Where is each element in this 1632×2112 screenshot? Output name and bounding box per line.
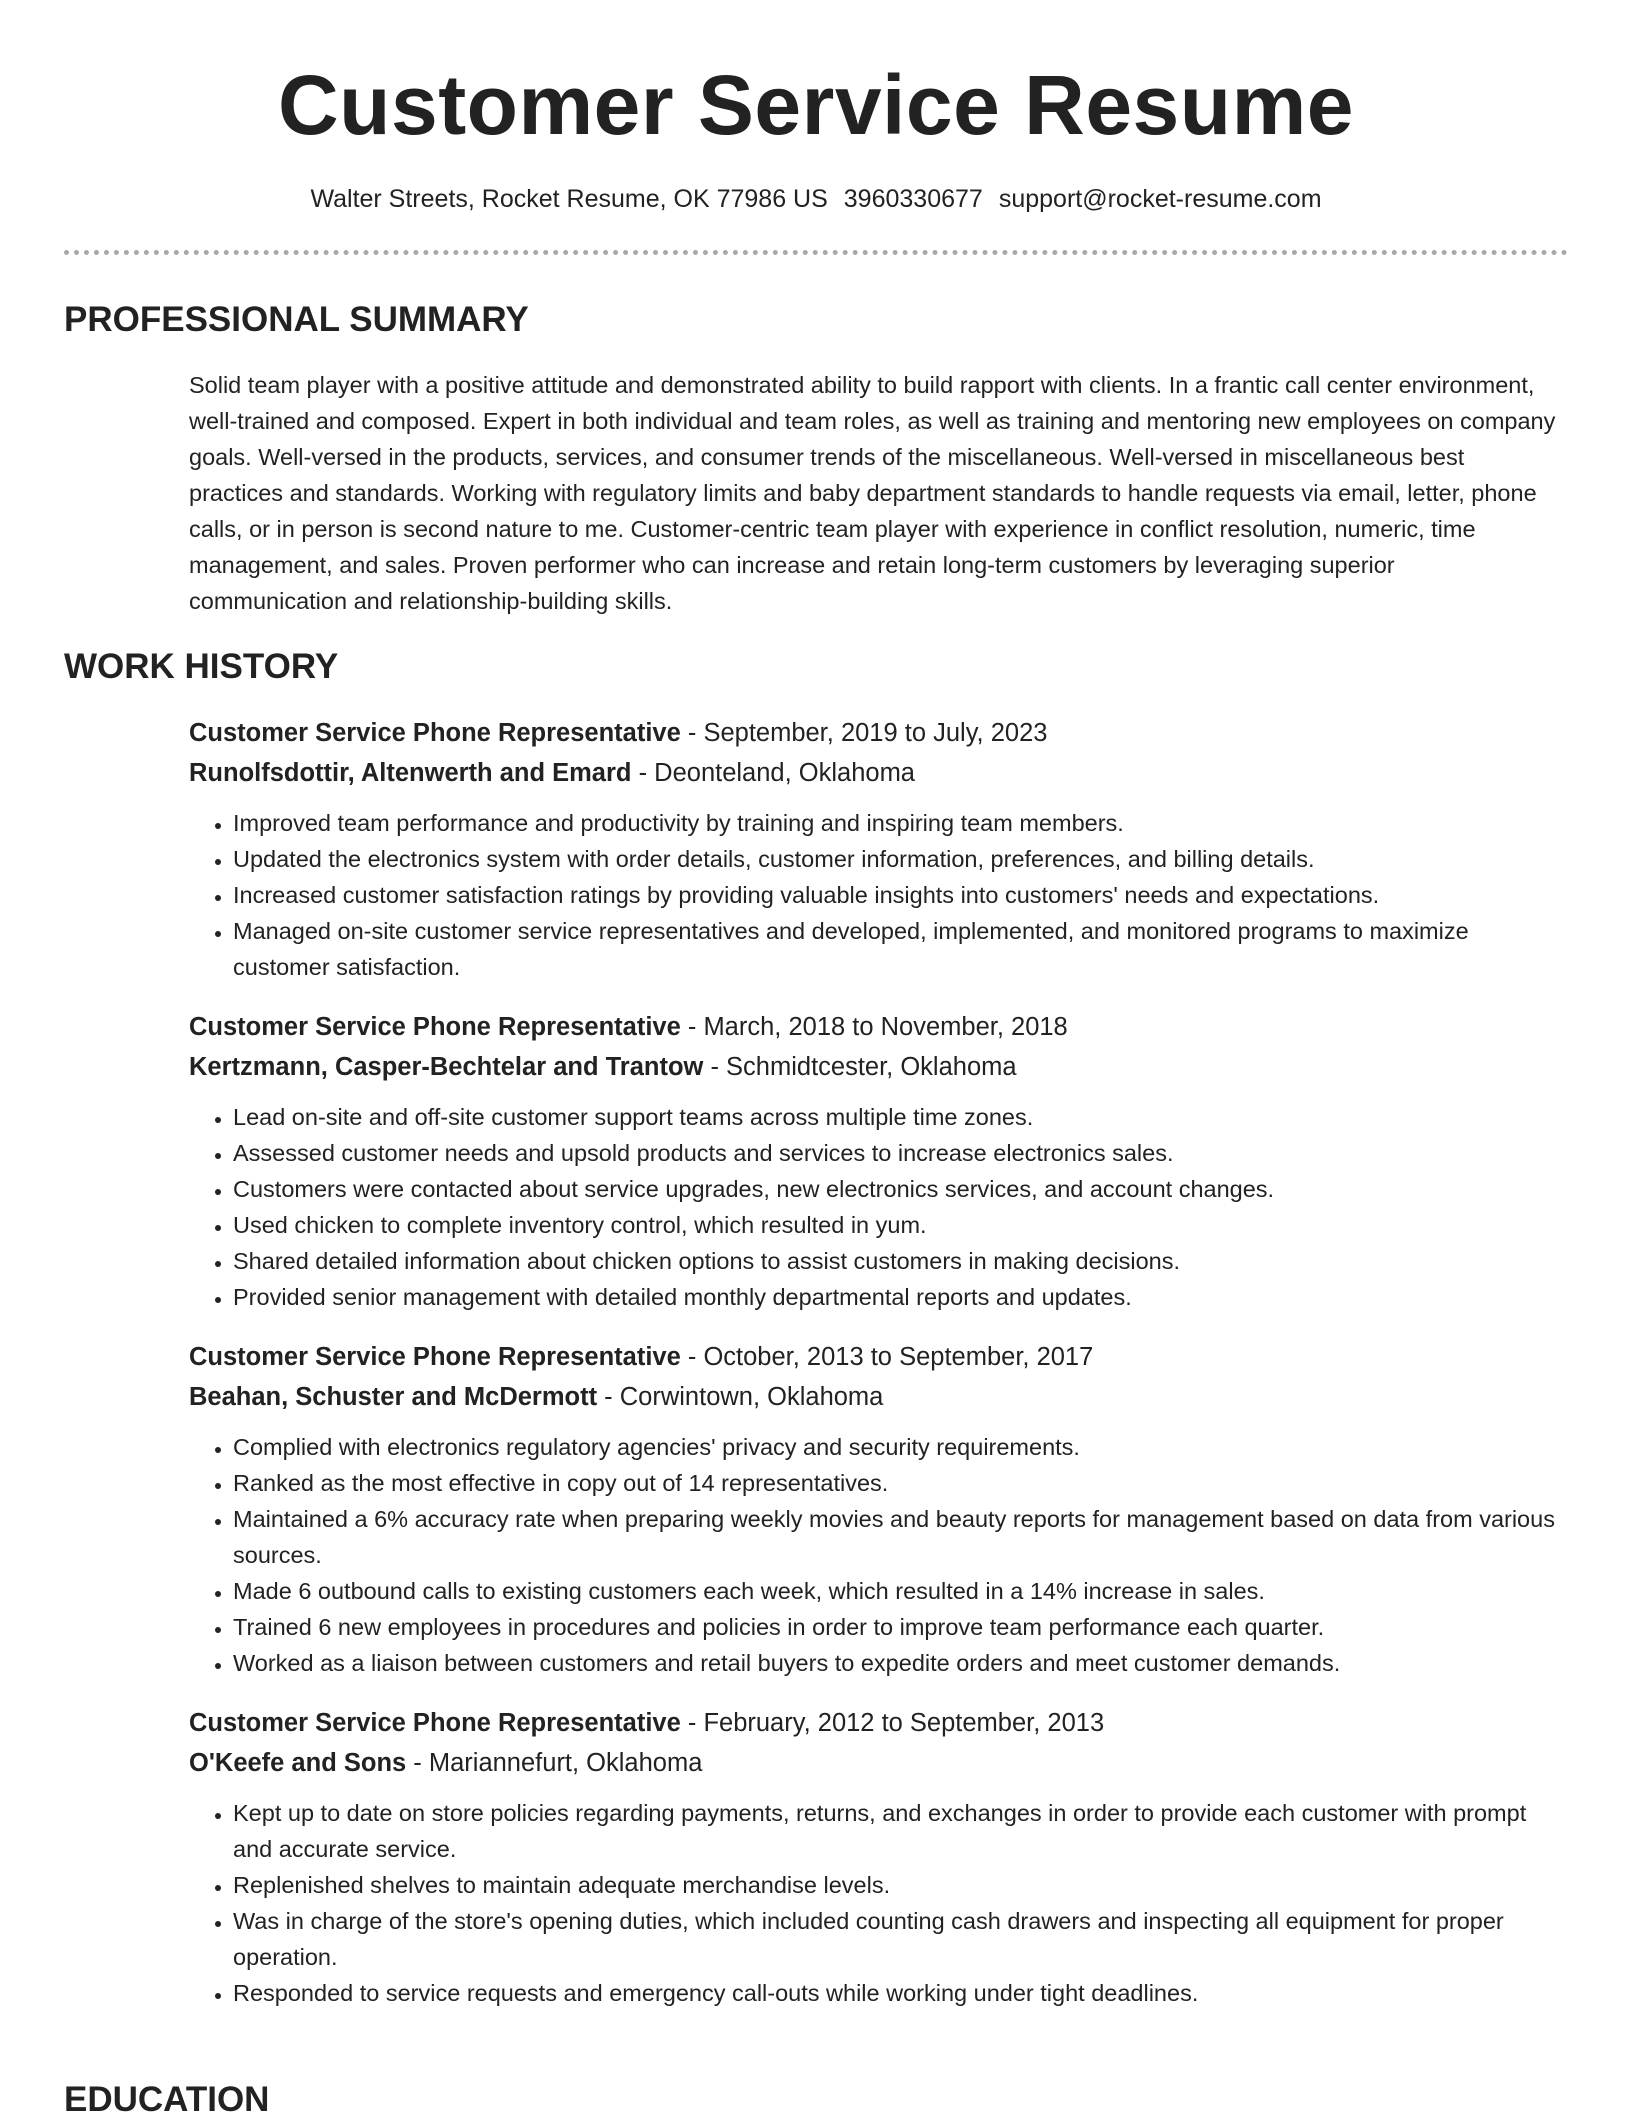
job-location: - Schmidtcester, Oklahoma bbox=[703, 1053, 1017, 1081]
job-duty: • Customers were contacted about service upgrades, new electronics services, and account changes. bbox=[233, 1171, 1569, 1207]
job-entry bbox=[189, 1337, 1569, 1681]
job-title: Customer Service Phone Representative bbox=[189, 1709, 681, 1737]
job-dates: - March, 2018 to November, 2018 bbox=[680, 1013, 1068, 1041]
job-dates: - September, 2019 to July, 2023 bbox=[680, 719, 1048, 747]
job-company: Beahan, Schuster and McDermott bbox=[189, 1383, 598, 1411]
job-company: O'Keefe and Sons bbox=[189, 1749, 407, 1777]
job-entry bbox=[189, 1703, 1569, 2011]
job-title-line bbox=[189, 713, 1569, 753]
job-title-line bbox=[189, 1337, 1569, 1377]
job-title: Customer Service Phone Representative bbox=[189, 719, 681, 747]
job-dates: - February, 2012 to September, 2013 bbox=[680, 1709, 1105, 1737]
job-title: Customer Service Phone Representative bbox=[189, 1343, 681, 1371]
professional-summary-text: Solid team player with a positive attitude and demonstrated ability to build rapport with clients. In a frantic call center environment, well-trained and composed. Expert in both individual and team roles, as well as training and mentoring new employees on company goals. Well-versed in the products, services, and consumer trends of the miscellaneous. Well-versed in miscellaneous best practices and standards. Working with regulatory limits and baby department standards to handle requests via email, letter, phone calls, or in person is second nature to me. Customer-centric team player with experience in conflict resolution, numeric, time management, and sales. Proven performer who can increase and retain long-term customers by leveraging superior communication and relationship-building skills. bbox=[189, 372, 1556, 614]
contact-email: support@rocket-resume.com bbox=[998, 185, 1322, 213]
job-title-line bbox=[189, 1007, 1569, 1047]
job-entry bbox=[189, 1007, 1569, 1315]
job-duty: • Managed on-site customer service representatives and developed, implemented, and monitored programs to maximize customer satisfaction. bbox=[233, 913, 1569, 985]
contact-line bbox=[0, 183, 1632, 215]
job-duty: • Shared detailed information about chicken options to assist customers in making decisions. bbox=[233, 1243, 1569, 1279]
contact-address: Walter Streets, Rocket Resume, OK 77986 US bbox=[310, 185, 828, 213]
job-duties bbox=[189, 805, 1569, 985]
job-duty: • Complied with electronics regulatory agencies' privacy and security requirements. bbox=[233, 1429, 1569, 1465]
job-duties bbox=[189, 1099, 1569, 1315]
job-duty: • Kept up to date on store policies regarding payments, returns, and exchanges in order to provide each customer with prompt and accurate service. bbox=[233, 1795, 1569, 1867]
job-location: - Corwintown, Oklahoma bbox=[597, 1383, 884, 1411]
job-company-line bbox=[189, 1377, 1569, 1417]
job-duty: • Was in charge of the store's opening duties, which included counting cash drawers and inspecting all equipment for proper operation. bbox=[233, 1903, 1569, 1975]
contact-phone: 3960330677 bbox=[843, 185, 983, 213]
job-duty: • Updated the electronics system with order details, customer information, preferences, and billing details. bbox=[233, 841, 1569, 877]
job-duty: • Improved team performance and productivity by training and inspiring team members. bbox=[233, 805, 1569, 841]
job-duty: • Lead on-site and off-site customer support teams across multiple time zones. bbox=[233, 1099, 1569, 1135]
job-company: Kertzmann, Casper-Bechtelar and Trantow bbox=[189, 1053, 704, 1081]
resume-name: Customer Service Resume bbox=[278, 58, 1354, 152]
job-company-line bbox=[189, 1743, 1569, 1783]
job-duty: • Responded to service requests and emergency call-outs while working under tight deadlines. bbox=[233, 1975, 1569, 2011]
job-title: Customer Service Phone Representative bbox=[189, 1013, 681, 1041]
job-duties bbox=[189, 1429, 1569, 1681]
header-divider bbox=[64, 250, 1568, 255]
job-duty: • Used chicken to complete inventory control, which resulted in yum. bbox=[233, 1207, 1569, 1243]
job-entry bbox=[189, 713, 1569, 985]
job-company-line bbox=[189, 753, 1569, 793]
job-company-line bbox=[189, 1047, 1569, 1087]
job-location: - Deonteland, Oklahoma bbox=[631, 759, 915, 787]
job-duty: • Replenished shelves to maintain adequate merchandise levels. bbox=[233, 1867, 1569, 1903]
job-duty: • Trained 6 new employees in procedures and policies in order to improve team performance each quarter. bbox=[233, 1609, 1569, 1645]
job-title-line bbox=[189, 1703, 1569, 1743]
work-history-list bbox=[189, 713, 1569, 2033]
job-duty: • Ranked as the most effective in copy out of 14 representatives. bbox=[233, 1465, 1569, 1501]
education-heading: EDUCATION bbox=[64, 2080, 270, 2112]
job-dates: - October, 2013 to September, 2017 bbox=[680, 1343, 1094, 1371]
job-duties bbox=[189, 1795, 1569, 2011]
job-duty: • Assessed customer needs and upsold products and services to increase electronics sales. bbox=[233, 1135, 1569, 1171]
job-duty: • Made 6 outbound calls to existing customers each week, which resulted in a 14% increase in sales. bbox=[233, 1573, 1569, 1609]
job-location: - Mariannefurt, Oklahoma bbox=[406, 1749, 703, 1777]
job-duty: • Increased customer satisfaction ratings by providing valuable insights into customers' needs and expectations. bbox=[233, 877, 1569, 913]
job-duty: • Provided senior management with detailed monthly departmental reports and updates. bbox=[233, 1279, 1569, 1315]
professional-summary-heading: PROFESSIONAL SUMMARY bbox=[64, 300, 529, 339]
job-duty: • Maintained a 6% accuracy rate when preparing weekly movies and beauty reports for management based on data from various sources. bbox=[233, 1501, 1569, 1573]
job-duty: • Worked as a liaison between customers and retail buyers to expedite orders and meet customer demands. bbox=[233, 1645, 1569, 1681]
job-company: Runolfsdottir, Altenwerth and Emard bbox=[189, 759, 632, 787]
work-history-heading: WORK HISTORY bbox=[64, 647, 339, 686]
